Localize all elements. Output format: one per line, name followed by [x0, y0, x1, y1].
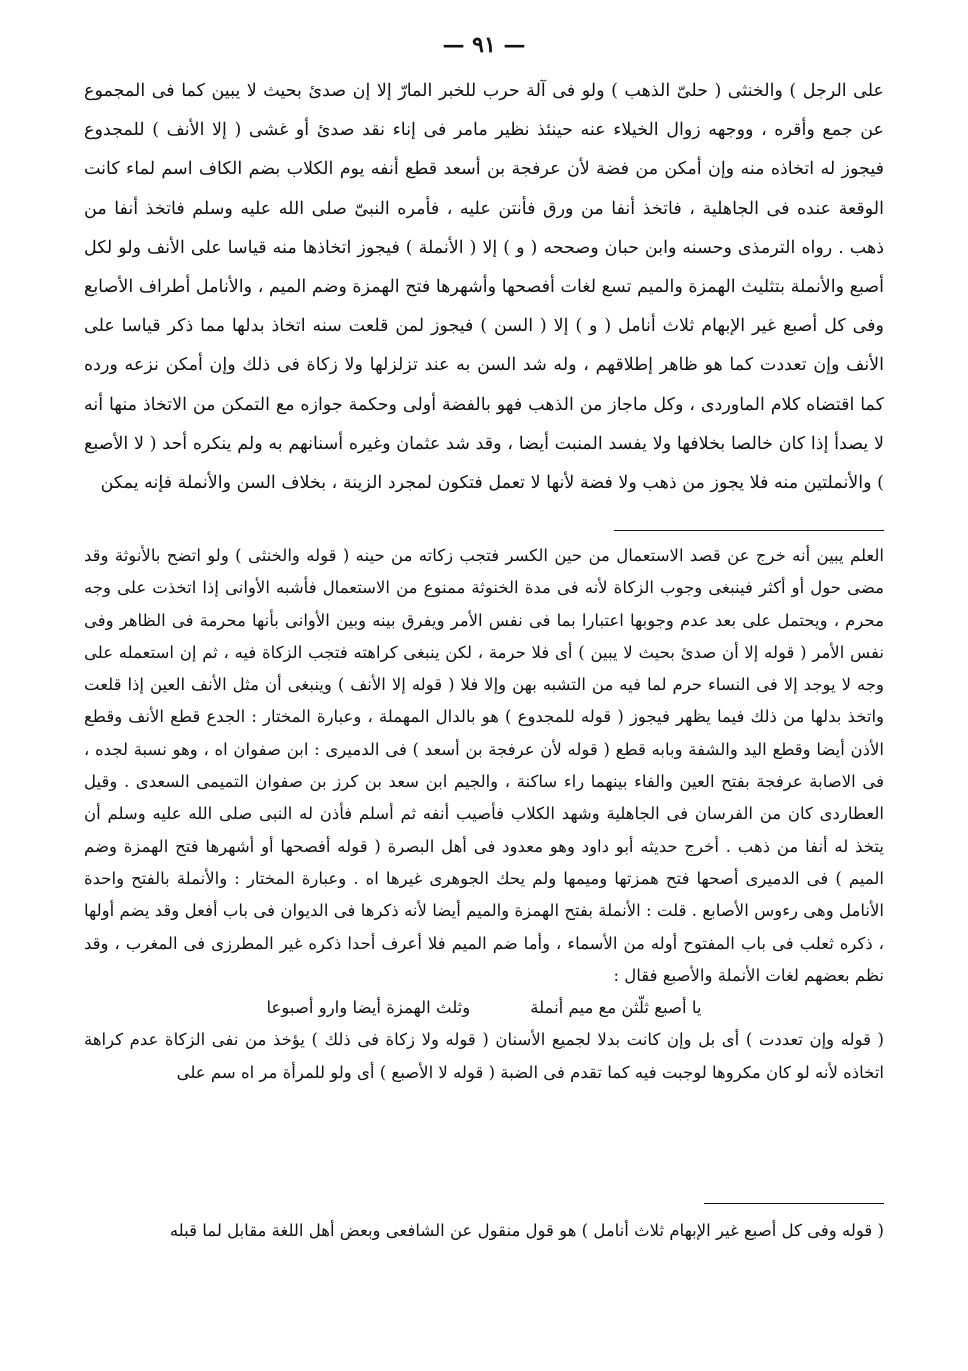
commentary [84, 540, 884, 1089]
main-paragraph: على الرجل ) والخنثى ( حلىّ الذهب ) ولو فى آلة حرب للخبر المارّ إلا إن صدئ بحيث لا يبين كما فى المجموع عن جمع وأقره ، ووجهه زوال الخيلاء عنه حينئذ نظير مامر فى إناء نقد صدئ أو غشى ( إلا الأنف ) للمجدوع فيجوز له اتخاذه منه وإن أمكن من فضة لأن عرفجة بن أسعد قطع أنفه يوم الكلاب بضم الكاف اسم لماء كانت الوقعة عنده فى الجاهلية ، فاتخذ أنفا من ورق فأنتن عليه ، فأمره النبىّ صلى الله عليه وسلم فاتخذ أنفا من ذهب . رواه الترمذى وحسنه وابن حبان وصححه ( و ) إلا ( الأنملة ) فيجوز اتخاذها منه قياسا على الأنف ولو لكل أصبع والأنملة بتثليث الهمزة والميم تسع لغات أفصحها وأشهرها فتح الهمزة وضم الميم ، والأنامل أطراف الأصابع وفى كل أصبع غير الإبهام ثلاث أنامل ( و ) إلا ( السن ) فيجوز لمن قلعت سنه اتخاذ بدلها مما ذكر قياسا على الأنف وإن تعددت كما هو ظاهر إطلاقهم ، وله شد السن به عند تزلزلها ولا زكاة فى ذلك وإن أمكن نزعه ورده كما اقتضاه كلام الماوردى ، وكل ماجاز من الذهب فهو بالفضة أولى وحكمة جوازه مع التمكن من الاتخاذ منها أنه لا يصدأ إذا كان خالصا بخلافها ولا يفسد المنبت أيضا ، وقد شد عثمان وغيره أسنانهم به ولم ينكره أحد ( لا الأصبع ) والأنملتين منه فلا يجوز من ذهب ولا فضة لأنها لا تعمل فتكون لمجرد الزينة ، بخلاف السن والأنملة فإنه يمكن [84, 81, 884, 494]
verse-second-hemistich: وثلث الهمزة أيضا وارو أصبوعا [266, 998, 471, 1018]
footnote [84, 1214, 884, 1248]
page-number: — ٩١ — [442, 32, 526, 58]
section-divider [614, 530, 884, 531]
footnote-paragraph: ( قوله وفى كل أصبع غير الإبهام ثلاث أنامل ) هو قول منقول عن الشافعى وبعض أهل اللغة مقابل لما قبله [169, 1221, 884, 1240]
main-text [84, 72, 884, 503]
commentary-paragraph: العلم يبين أنه خرج عن قصد الاستعمال من حين الكسر فتجب زكاته من حينه ( قوله والخنثى ) ولو اتضح بالأنوثة وقد مضى حول أو أكثر فينبغى وجوب الزكاة لأنه فى مدة الخنوثة ممنوع من الاستعمال فأشبه الأوانى إذا اتخذت على وجه محرم ، ويحتمل على بعد عدم وجوبها اعتبارا بما فى نفس الأمر ويفرق بينه وبين الأوانى بأنها محرمة فى الظاهر وفى نفس الأمر ( قوله إلا أن صدئ بحيث لا يبين ) أى فلا حرمة ، لكن ينبغى كراهته فتجب الزكاة فيه ، ثم إن استعمله على وجه لا يوجد إلا فى النساء حرم لما فيه من التشبه بهن وإلا فلا ( قوله إلا الأنف ) وينبغى أن مثل الأنف العين إذا قلعت واتخذ بدلها من ذلك فيما يظهر فيجوز ( قوله للمجدوع ) هو بالدال المهملة ، وعبارة المختار : الجدع قطع الأنف وقطع الأذن أيضا وقطع اليد والشفة وبابه قطع ( قوله لأن عرفجة بن أسعد ) فى الدميرى : ابن صفوان اه ، وهو نسبة لجده ، فى الاصابة عرفجة بفتح العين والفاء بينهما راء ساكنة ، والجيم ابن سعد بن كرز بن صفوان التميمى السعدى . وقيل العطاردى كان من الفرسان فى الجاهلية وشهد الكلاب فأصيب أنفه ثم أسلم فأذن له النبى صلى الله عليه وسلم أن يتخذ له أنفا من ذهب . أخرج حديثه أبو داود وهو معدود فى أهل البصرة ( قوله أفصحها أو أشهرها فتح الهمزة وضم الميم ) فى الدميرى أصحها فتح همزتها وميمها ولم يحك الجوهرى غيرها اه . وعبارة المختار : والأنملة بالفتح واحدة الأنامل وهى رءوس الأصابع . قلت : الأنملة بفتح الهمزة والميم أيضا لأنه ذكرها فى الديوان فى باب أفعل وقد يضم أولها ، ذكره ثعلب فى باب المفتوح أوله من الأسماء ، وأما ضم الميم فلا أعرف أحدا ذكره غير المطرزى فى المغرب ، وقد نظم بعضهم لغات الأنملة والأصبع فقال : [84, 546, 884, 985]
verse-first-hemistich: يا أصبع ثلّثن مع ميم أنملة [530, 998, 702, 1018]
verse [84, 992, 884, 1024]
commentary-paragraph: ( قوله وإن تعددت ) أى بل وإن كانت بدلا لجميع الأسنان ( قوله ولا زكاة فى ذلك ) يؤخذ من نفى الزكاة عدم كراهة اتخاذه لأنه لو كان مكروها لوجبت فيه كما تقدم فى الضبة ( قوله لا الأصبع ) أى ولو للمرأة مر اه سم على [84, 1030, 884, 1082]
section-divider [704, 1203, 884, 1204]
